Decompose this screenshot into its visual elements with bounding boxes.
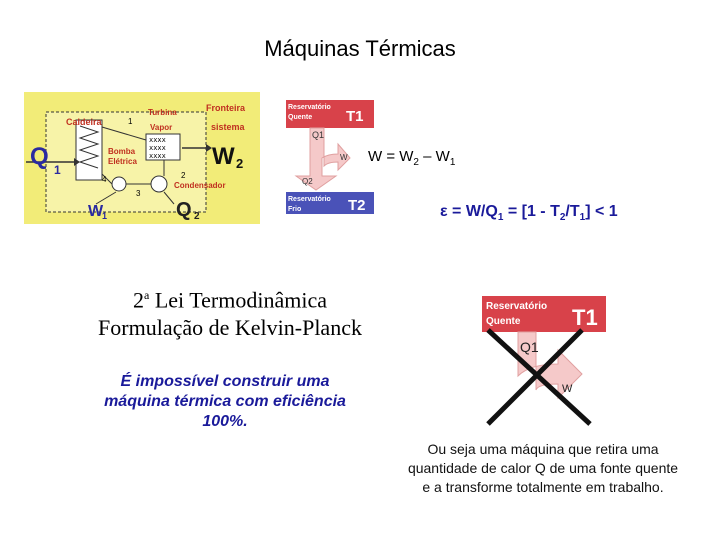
hot-label-1: Reservatório bbox=[486, 301, 548, 312]
q1-label: Q1 bbox=[520, 339, 539, 355]
explanation-text: Ou seja uma máquina que retira uma quantidade de calor Q de uma fonte quente e a transforme totalmente em trabalho. bbox=[407, 441, 679, 495]
label-vapor: Vapor bbox=[150, 123, 173, 132]
condenser-circle bbox=[151, 176, 167, 192]
cold-temp-label: T2 bbox=[348, 197, 366, 214]
svg-text:xxxx: xxxx bbox=[149, 152, 166, 160]
label-q1: Q bbox=[30, 143, 49, 170]
state-3: 3 bbox=[136, 189, 141, 198]
hot-label-2: Quente bbox=[288, 114, 313, 121]
label-q1-sub: 1 bbox=[54, 163, 61, 177]
cold-label-2: Frio bbox=[288, 206, 302, 213]
label-q2-sub: 2 bbox=[194, 211, 200, 222]
reservoir-diagram-small bbox=[284, 96, 376, 220]
label-caldeira: Caldeira bbox=[66, 117, 102, 127]
state-1: 1 bbox=[128, 117, 133, 126]
label-bomba: Bomba bbox=[108, 147, 136, 156]
label-fronteira: Fronteira bbox=[206, 103, 246, 113]
label-w1-sub: 1 bbox=[102, 211, 108, 221]
pump-circle bbox=[112, 177, 126, 191]
svg-text:xxxx: xxxx bbox=[149, 144, 166, 152]
hot-label-1: Reservatório bbox=[288, 104, 331, 111]
q1-label: Q1 bbox=[312, 130, 325, 140]
svg-text:xxxx: xxxx bbox=[149, 136, 166, 144]
heat-engine-diagram bbox=[24, 92, 260, 224]
work-equation: $W = W_2 - W_1$ bbox=[368, 148, 456, 168]
q2-label: Q2 bbox=[302, 177, 313, 186]
label-condensador: Condensador bbox=[174, 181, 226, 190]
kelvin-planck-statement: É impossível construir uma máquina térmica com eficiência 100%. bbox=[104, 373, 346, 430]
label-w1: W bbox=[88, 203, 104, 220]
label-eletrica: Elétrica bbox=[108, 157, 137, 166]
work-label: W bbox=[340, 153, 348, 162]
state-2: 2 bbox=[181, 171, 186, 180]
hot-temp-label: T1 bbox=[346, 108, 364, 125]
label-sistema: sistema bbox=[211, 122, 245, 132]
state-4: 4 bbox=[102, 175, 107, 184]
law-title: 2$^a$ Lei Termodinâmica Formulação de Kelvin-Planck bbox=[98, 287, 362, 341]
hot-temp-label: T1 bbox=[572, 305, 598, 330]
work-label: W bbox=[562, 383, 573, 395]
label-w2-sub: 2 bbox=[236, 156, 244, 171]
label-turbina: Turbina bbox=[148, 108, 177, 117]
reservoir-diagram-crossed bbox=[478, 290, 610, 430]
hot-label-2: Quente bbox=[486, 316, 521, 327]
cold-label-1: Reservatório bbox=[288, 196, 331, 203]
efficiency-equation: $\varepsilon = W/Q_1 = [1 - T_2/T_1] < 1$ bbox=[440, 203, 618, 224]
slide-title: Máquinas Térmicas bbox=[264, 36, 456, 61]
label-w2: W bbox=[212, 143, 235, 170]
label-q2: Q bbox=[176, 199, 192, 221]
